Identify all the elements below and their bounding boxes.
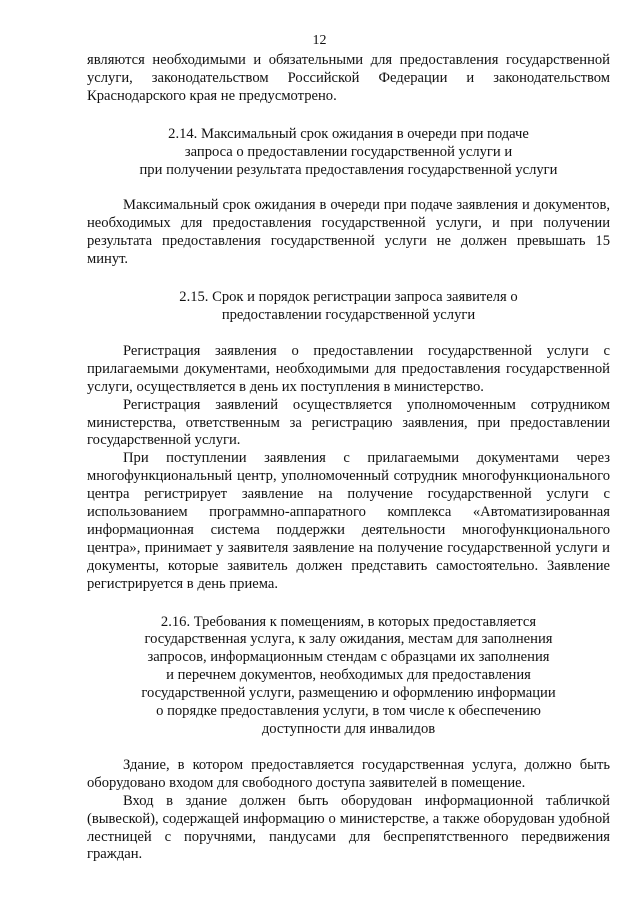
- heading-line: запросов, информационным стендам с образцами их заполнения: [147, 649, 550, 666]
- section-2-16-paragraph: Здание, в котором предоставляется государственная услуга, должно быть оборудовано входом для свободного доступа заявителей в помещение.: [87, 756, 610, 791]
- section-2-15-paragraph: Регистрация заявления о предоставлении государственной услуги с прилагаемыми документами, необходимыми для предоставления государственной услуги, осуществляется в день их поступления в министерство.: [87, 342, 610, 395]
- section-2-15-paragraph: Регистрация заявлений осуществляется уполномоченным сотрудником министерства, ответственным за регистрацию заявления, при предоставлении государственной услуги.: [87, 396, 610, 449]
- heading-line: при получении результата предоставления государственной услуги: [139, 161, 558, 178]
- section-2-14-paragraph: Максимальный срок ожидания в очереди при подаче заявления и документов, необходимых для предоставления государственной услуги, и при получении результата предоставления государственной услуги не должен превышать 15 минут.: [87, 197, 610, 268]
- heading-line: запроса о предоставлении государственной услуги и: [184, 143, 513, 160]
- section-2-14-heading: [87, 126, 610, 180]
- heading-line: 2.14. Максимальный срок ожидания в очереди при подаче: [168, 125, 529, 142]
- page-number: 12: [312, 33, 327, 48]
- heading-line: 2.15. Срок и порядок регистрации запроса заявителя о: [179, 289, 518, 306]
- heading-line: о порядке предоставления услуги, в том числе к обеспечению: [156, 703, 541, 720]
- document-body: [87, 52, 610, 864]
- heading-line: предоставлении государственной услуги: [221, 306, 476, 323]
- section-2-15-paragraph: При поступлении заявления с прилагаемыми документами через многофункциональный центр, уполномоченный сотрудник многофункционального центра регистрирует заявление на получение государственной услуги с использованием программно-аппаратного комплекса «Автоматизированная информационная система поддержки деятельности многофункционального центра», принимает у заявителя заявление на получение государственной услуги и документы, которые заявитель должен представить самостоятельно. Заявление регистрируется в день приема.: [87, 450, 610, 592]
- intro-paragraph: являются необходимыми и обязательными для предоставления государственной услуги, законодательством Российской Федерации и законодательством Краснодарского края не предусмотрено.: [87, 52, 610, 104]
- section-2-15-heading: [87, 289, 610, 325]
- heading-line: 2.16. Требования к помещениям, в которых предоставляется: [160, 613, 537, 630]
- heading-line: и перечнем документов, необходимых для предоставления: [166, 667, 531, 684]
- heading-line: доступности для инвалидов: [261, 721, 436, 737]
- heading-line: государственной услуги, размещению и оформлению информации: [141, 685, 556, 702]
- heading-line: государственная услуга, к залу ожидания, местам для заполнения: [144, 631, 553, 648]
- section-2-16-heading: [87, 614, 610, 739]
- section-2-16-paragraph: Вход в здание должен быть оборудован информационной табличкой (вывеской), содержащей информацию о министерстве, а также оборудован удобной лестницей с поручнями, пандусами для беспрепятственного передвижения граждан.: [87, 792, 610, 863]
